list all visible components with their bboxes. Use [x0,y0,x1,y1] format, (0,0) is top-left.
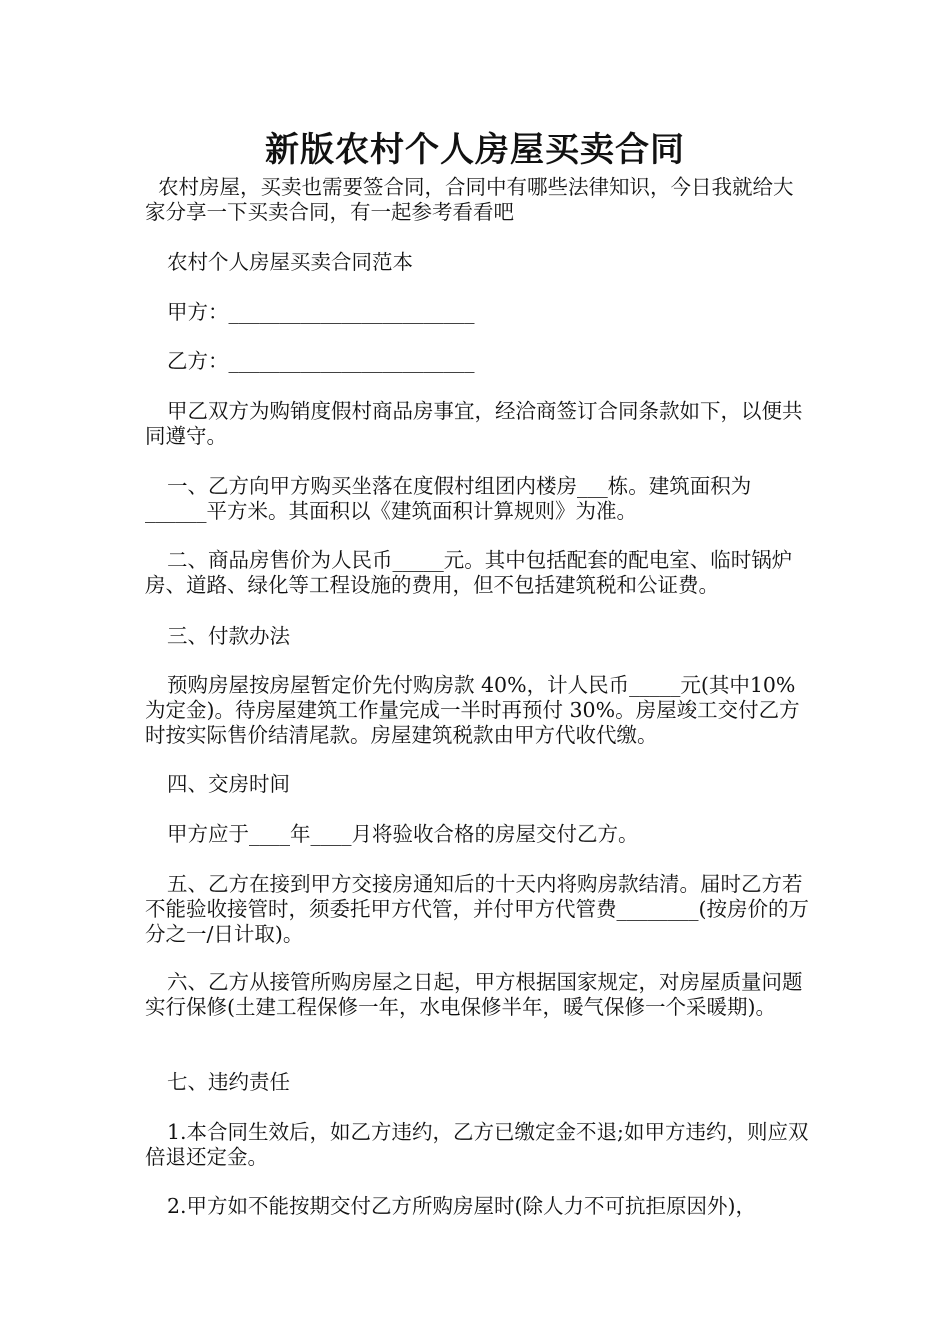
document-title: 新版农村个人房屋买卖合同 [265,130,685,170]
clause-5: 五、乙方在接到甲方交接房通知后的十天内将购房款结清。届时乙方若不能验收接管时，须委托甲方代管，并付甲方代管费________(按房价的万分之一/日计取)。 [145,872,809,946]
template-heading: 农村个人房屋买卖合同范本 [167,250,413,274]
clause-3-heading: 三、付款办法 [167,624,290,648]
delivery-paragraph: 甲方应于____年____月将验收合格的房屋交付乙方。 [167,822,639,846]
party-a-line: 甲方：________________________ [167,300,475,324]
liability-item-1: 1.本合同生效后，如乙方违约，乙方已缴定金不退;如甲方违约，则应双倍退还定金。 [145,1120,809,1169]
liability-item-2: 2.甲方如不能按期交付乙方所购房屋时(除人力不可抗拒原因外)， [167,1194,757,1218]
clause-1: 一、乙方向甲方购买坐落在度假村组团内楼房___栋。建筑面积为______平方米。其面积以《建筑面积计算规则》为准。 [145,474,752,523]
clause-7-heading: 七、违约责任 [167,1070,290,1094]
preamble-paragraph: 甲乙双方为购销度假村商品房事宜，经洽商签订合同条款如下，以便共同遵守。 [145,399,803,448]
payment-paragraph: 预购房屋按房屋暂定价先付购房款 40%，计人民币_____元(其中10%为定金)。待房屋建筑工作量完成一半时再预付 30%。房屋竣工交付乙方时按实际售价结清尾款。房屋建筑税款由甲方代收代缴。 [145,673,800,747]
party-b-line: 乙方：________________________ [167,349,475,373]
clause-2: 二、商品房售价为人民币_____元。其中包括配套的配电室、临时锅炉房、道路、绿化等工程设施的费用，但不包括建筑税和公证费。 [145,548,793,597]
clause-4-heading: 四、交房时间 [167,772,290,796]
clause-6: 六、乙方从接管所购房屋之日起，甲方根据国家规定，对房屋质量问题实行保修(土建工程保修一年，水电保修半年，暖气保修一个采暖期)。 [145,970,803,1019]
intro-paragraph: 农村房屋，买卖也需要签合同，合同中有哪些法律知识，今日我就给大家分享一下买卖合同，有一起参考看看吧 [145,175,794,224]
